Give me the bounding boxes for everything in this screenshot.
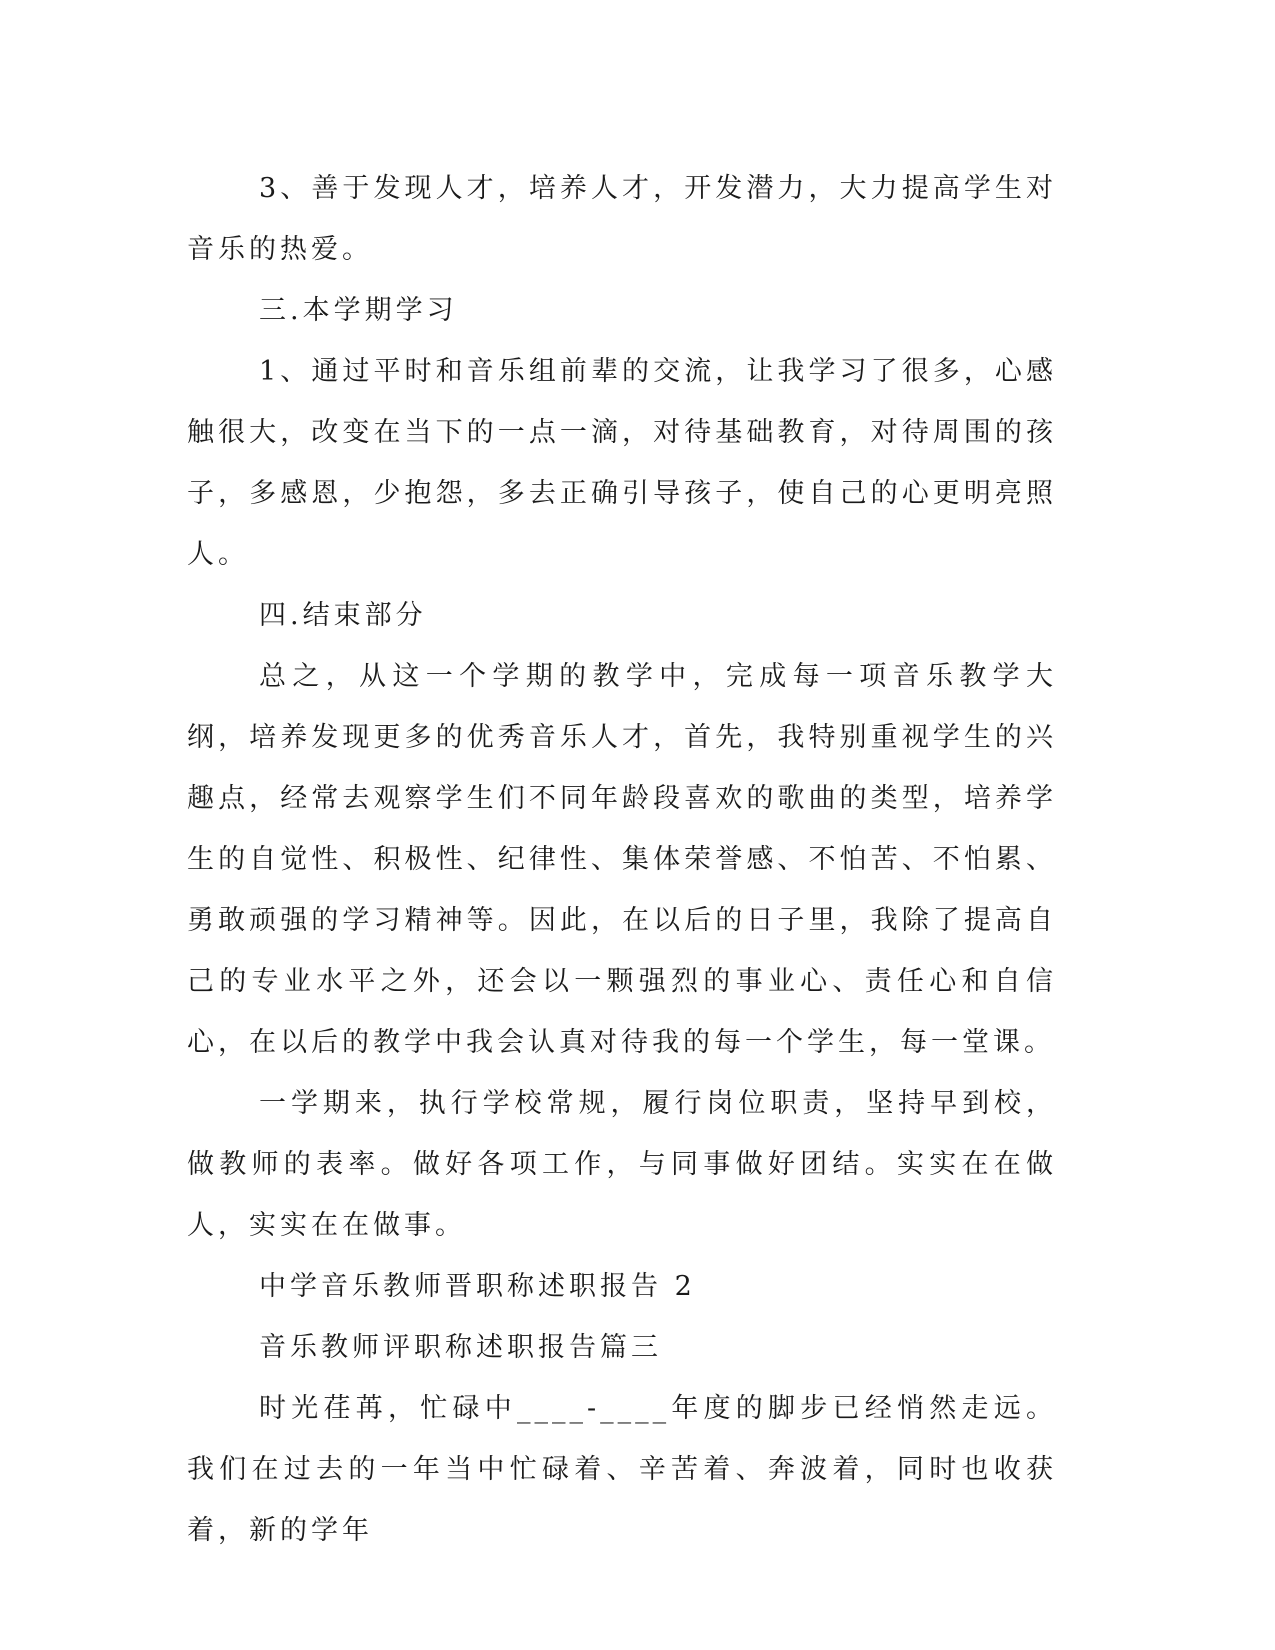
- paragraph-study: 1、通过平时和音乐组前辈的交流，让我学习了很多，心感触很大，改变在当下的一点一滴，对待基础教育，对待周围的孩子，多感恩，少抱怨，多去正确引导孩子，使自己的心更明亮照人。: [187, 356, 1057, 570]
- paragraph-semester: 一学期来，执行学校常规，履行岗位职责，坚持早到校，做教师的表率。做好各项工作，与同事做好团结。实实在在做人，实实在在做事。: [187, 1088, 1057, 1241]
- document-page: [187, 158, 1057, 1561]
- paragraph-time: 时光荏苒，忙碌中____-____年度的脚步已经悄然走远。我们在过去的一年当中忙碌着、辛苦着、奔波着，同时也收获着，新的学年: [187, 1393, 1057, 1546]
- report-title-2: 中学音乐教师晋职称述职报告 2: [259, 1271, 696, 1302]
- report-title-part-3: 音乐教师评职称述职报告篇三: [259, 1332, 662, 1363]
- section-heading-conclusion: 四.结束部分: [259, 600, 427, 631]
- paragraph-conclusion: 总之，从这一个学期的教学中，完成每一项音乐教学大纲，培养发现更多的优秀音乐人才，首先，我特别重视学生的兴趣点，经常去观察学生们不同年龄段喜欢的歌曲的类型，培养学生的自觉性、积极性、纪律性、集体荣誉感、不怕苦、不怕累、勇敢顽强的学习精神等。因此，在以后的日子里，我除了提高自己的专业水平之外，还会以一颗强烈的事业心、责任心和自信心，在以后的教学中我会认真对待我的每一个学生，每一堂课。: [187, 661, 1057, 1058]
- section-heading-study: 三.本学期学习: [259, 295, 458, 326]
- paragraph-talent: 3、善于发现人才，培养人才，开发潜力，大力提高学生对音乐的热爱。: [187, 173, 1057, 265]
